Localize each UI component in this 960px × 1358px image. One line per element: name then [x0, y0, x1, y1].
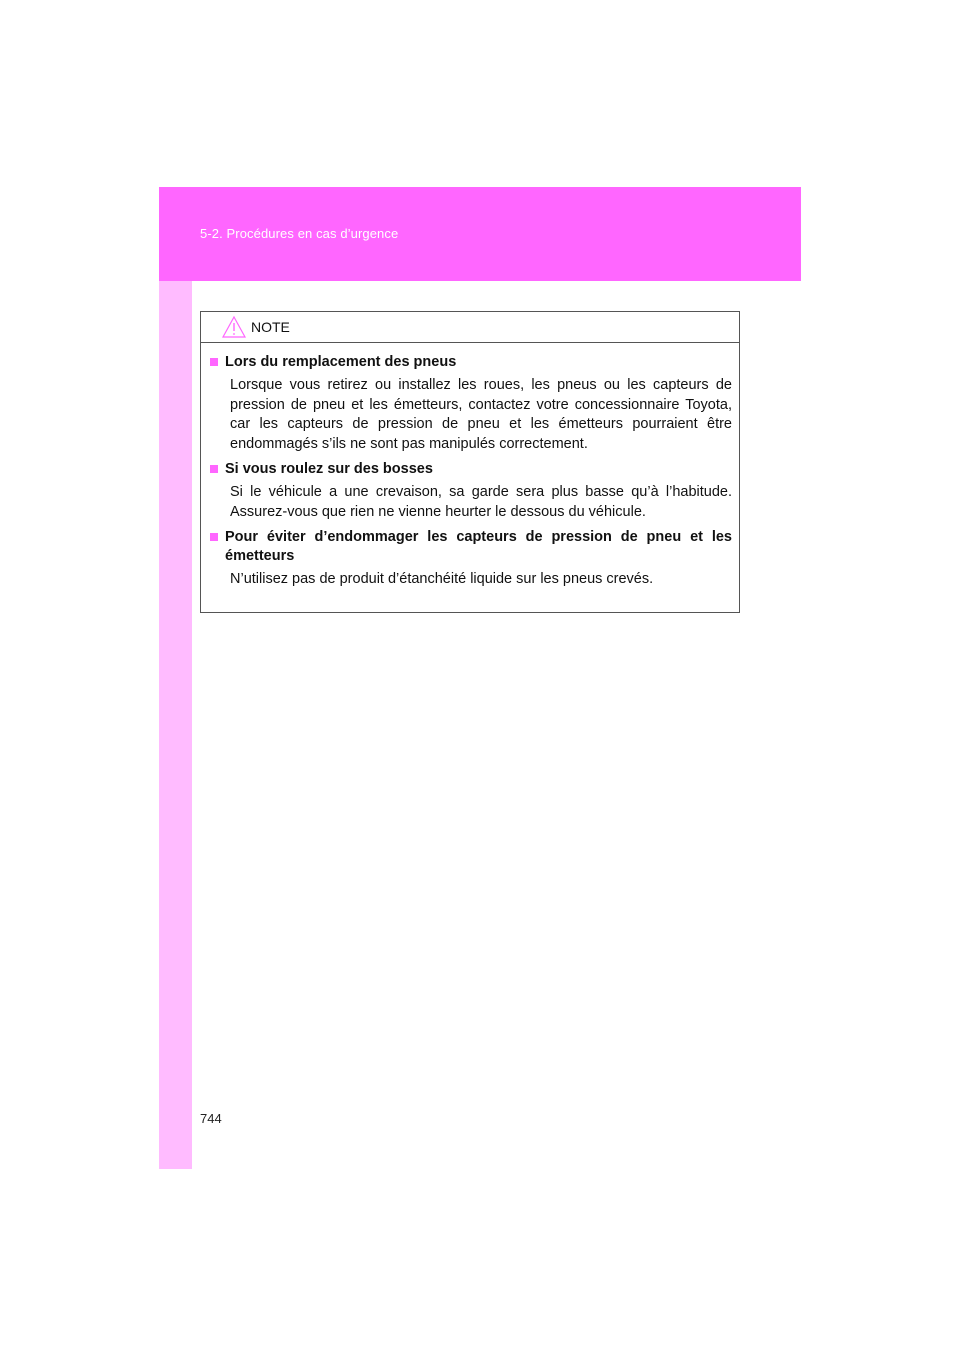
note-label: NOTE [251, 319, 290, 335]
note-item [210, 460, 732, 522]
note-item [210, 353, 732, 454]
note-body [201, 343, 739, 590]
note-item-heading [210, 460, 732, 479]
note-header [201, 312, 739, 343]
section-title: 5-2. Procédures en cas d’urgence [200, 226, 399, 241]
note-item-heading-text: Lors du remplacement des pneus [225, 354, 457, 370]
square-bullet-icon [210, 465, 218, 473]
note-item [210, 528, 732, 590]
note-item-heading [210, 528, 732, 566]
page-number: 744 [200, 1111, 222, 1126]
square-bullet-icon [210, 533, 218, 541]
note-box [200, 311, 740, 613]
note-item-text: Lorsque vous retirez ou installez les roues, les pneus ou les capteurs de pression de pneu et les émetteurs, contactez votre concessionnaire Toyota, car les capteurs de pression de pneu et les émetteurs pourraient être endommagés s’ils ne sont pas manipulés correctement. [230, 377, 732, 452]
note-item-heading [210, 353, 732, 372]
warning-triangle-icon [221, 315, 247, 339]
square-bullet-icon [210, 358, 218, 366]
note-item-text: N’utilisez pas de produit d’étanchéité liquide sur les pneus crevés. [230, 571, 654, 587]
note-item-text: Si le véhicule a une crevaison, sa garde sera plus basse qu’à l’habitude. Assurez-vous que rien ne vienne heurter le dessous du véhicule. [230, 484, 732, 520]
note-item-heading-text: Si vous roulez sur des bosses [225, 461, 433, 477]
side-strip [159, 281, 192, 1169]
note-item-heading-text: Pour éviter d’endommager les capteurs de pression de pneu et les émetteurs [225, 529, 732, 564]
